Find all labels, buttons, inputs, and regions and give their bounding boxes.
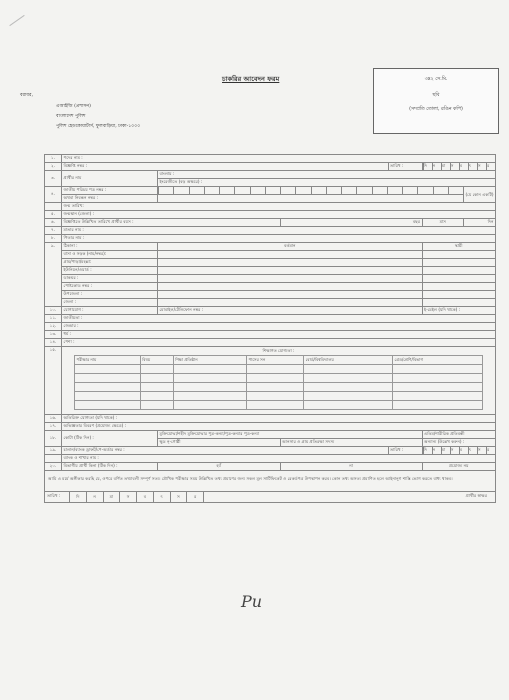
circular-date-boxes[interactable] (422, 163, 495, 171)
permanent-address-input[interactable] (422, 251, 495, 259)
nid-box[interactable] (280, 187, 295, 193)
table-row[interactable] (75, 365, 483, 374)
nid-box[interactable] (433, 187, 448, 193)
nid-box[interactable] (356, 187, 371, 193)
edu-header-subject: বিষয় (140, 356, 173, 365)
photo-note: (সম্প্রতি তোলা, রঙিন কপি) (409, 107, 463, 112)
addressee-line-4: পুলিশ হেডকোয়ার্টার্স, ফুলবাড়িয়া, ঢাকা-১০০০ (56, 124, 141, 129)
phone-field[interactable]: মোবাইল/টেলিফোন নম্বর : (158, 307, 423, 315)
present-address-input[interactable] (158, 259, 423, 267)
name-bangla-field[interactable]: বাংলায় : (158, 171, 496, 179)
quota-ansar[interactable]: আনসার ও গ্রাম প্রতিরক্ষা সদস্য (280, 439, 422, 447)
row-number: ৯. (45, 243, 62, 307)
row-number: ১. (45, 155, 62, 163)
address-field-label: গ্রাম/পাড়া/মহল্লা: (62, 259, 158, 267)
edu-header-board: বোর্ড/বিশ্ববিদ্যালয় (304, 356, 393, 365)
nid-box[interactable] (311, 187, 326, 193)
date-box[interactable]: ৎ (468, 163, 477, 169)
footer-date-boxes[interactable] (69, 492, 204, 502)
father-name-field[interactable]: পিতার নাম : (62, 235, 496, 243)
date-box[interactable]: স (170, 492, 187, 502)
departmental-na[interactable]: প্রযোজ্য নয় (422, 463, 495, 471)
date-box[interactable]: স (450, 163, 459, 169)
present-address-input[interactable] (158, 283, 423, 291)
row-number: ৪. (45, 187, 62, 203)
departmental-yes[interactable]: হ্যাঁ (158, 463, 281, 471)
footer-date-label: তারিখ : (47, 493, 61, 498)
row-number: ১৫. (45, 347, 62, 415)
address-label: ঠিকানা : (62, 243, 158, 251)
photo-box (373, 68, 499, 134)
education-table (74, 355, 483, 410)
nid-box[interactable] (204, 187, 219, 193)
edu-header-year: পাসের সন (246, 356, 303, 365)
nid-box[interactable] (158, 187, 173, 193)
date-box[interactable]: ন (432, 163, 441, 169)
departmental-label: বিভাগীয় প্রার্থী কিনা (টিক দিন) : (62, 463, 158, 471)
date-box[interactable]: ৎ (153, 492, 170, 502)
date-box[interactable]: মা (441, 447, 450, 453)
dob-field[interactable]: জন্ম তারিখ: (62, 203, 496, 211)
address-field-label: পোষ্টকোড নম্বর : (62, 283, 158, 291)
row-number: ৬. (45, 219, 62, 227)
nid-box[interactable] (265, 187, 280, 193)
date-box[interactable]: ন (86, 492, 103, 502)
nid-box[interactable] (219, 187, 234, 193)
date-box[interactable]: ন (432, 447, 441, 453)
nationality-field[interactable]: জাতীয়তা : (62, 315, 496, 323)
row-number: ১১. (45, 315, 62, 323)
row-number: ১০. (45, 307, 62, 315)
row-number: ২. (45, 163, 62, 171)
nid-box[interactable] (402, 187, 417, 193)
date-box[interactable]: র (486, 447, 495, 453)
education-section (62, 347, 496, 415)
photo-size: ৩x২ সে.মি. (424, 77, 448, 82)
age-years[interactable]: বছর (280, 219, 422, 227)
quota-freedom-fighter[interactable]: মুক্তিযোদ্ধা/শহীদ মুক্তিযোদ্ধার পুত্র-কন্যা/পুত্র-কন্যার পুত্র-কন্যা (158, 431, 423, 439)
signature-label: প্রার্থীর স্বাক্ষর (465, 493, 487, 498)
post-name-field[interactable]: পদের নাম : (62, 155, 496, 163)
row-number: ২০. (45, 463, 62, 471)
date-box[interactable]: স (477, 447, 486, 453)
nid-label: জাতীয় পরিচয় পত্র নম্বর : (62, 187, 158, 195)
nid-box[interactable] (417, 187, 432, 193)
addressee-line-3: বাংলাদেশ পুলিশ (56, 114, 86, 119)
present-address-input[interactable] (158, 299, 423, 307)
date-box[interactable]: দি (423, 163, 432, 169)
nid-box[interactable] (295, 187, 310, 193)
row-number (45, 455, 62, 463)
edu-header-grade: গ্রেড/শ্রেণি/বিভাগ (392, 356, 482, 365)
declaration-text: আমি এ মর্মে অঙ্গীকার করছি যে, ওপরে বর্ণিত তথ্যাবলী সম্পূর্ণ সত্য। মৌখিক পরীক্ষার সময় উল্লিখিত তথ্য প্রমাণের জন্য সকল মূল সার্টিফিকেট ও রেকর্ডপত্র উপস্থাপন করব। কোন তথ্য অসত্য প্রমাণিত হলে আইনানুগ শাস্তি ভোগ করতে বাধ্য থাকব। (45, 471, 496, 492)
address-field-label: উপজেলা : (62, 291, 158, 299)
present-address-input[interactable] (158, 275, 423, 283)
payment-date-boxes[interactable] (422, 447, 495, 455)
nid-box[interactable] (372, 187, 387, 193)
date-box[interactable]: ব (459, 447, 468, 453)
address-field-label: বাসা ও সড়ক (নাম/নম্বর): (62, 251, 158, 259)
edu-header-institution: শিক্ষা প্রতিষ্ঠান (173, 356, 246, 365)
present-address-header: বর্তমান (158, 243, 423, 251)
address-field-label: জেলা : (62, 299, 158, 307)
age-months[interactable]: মাস (422, 219, 463, 227)
table-row[interactable] (75, 383, 483, 392)
name-english-field[interactable]: ইংরেজীতে (বড় অক্ষরে) : (158, 179, 496, 187)
quota-other[interactable]: অন্যান্য (উল্লেখ করুন) : (422, 439, 495, 447)
present-address-input[interactable] (158, 291, 423, 299)
religion-field[interactable]: ধর্ম : (62, 331, 496, 339)
address-field-label: ডাকঘর : (62, 275, 158, 283)
row-number: ৮. (45, 235, 62, 243)
nid-box[interactable] (341, 187, 356, 193)
addressee-line-2: এআইজি (প্রশাসন) (56, 104, 91, 109)
mother-name-field[interactable]: মাতার নাম : (62, 227, 496, 235)
payment-number-field[interactable]: চালান/ব্যাংক ড্রাফট/পে-অর্ডার নম্বর : (62, 447, 389, 455)
contact-label: যোগাযোগ : (62, 307, 158, 315)
birth-district-field[interactable]: জন্মস্থান (জেলা) : (62, 211, 496, 219)
photo-label: ছবি (432, 93, 440, 98)
table-row[interactable] (75, 392, 483, 401)
email-field[interactable]: ই-মেইল (যদি থাকে) : (422, 307, 495, 315)
row-number: ১৩. (45, 331, 62, 339)
nid-box[interactable] (326, 187, 341, 193)
permanent-address-input[interactable] (422, 275, 495, 283)
date-box[interactable]: দি (423, 447, 432, 453)
circular-number-field[interactable]: বিজ্ঞপ্তি নম্বর : (62, 163, 389, 171)
edu-header-exam: পরীক্ষার নাম (75, 356, 141, 365)
row-number: ১৯. (45, 447, 62, 455)
nid-box[interactable] (448, 187, 463, 193)
row-number: ১৭. (45, 423, 62, 431)
row-number: ১২. (45, 323, 62, 331)
present-address-input[interactable] (158, 267, 423, 275)
present-address-input[interactable] (158, 251, 423, 259)
quota-orphan-disabled[interactable]: এতিম/শারীরিক প্রতিবন্ধী (422, 431, 495, 439)
payment-date-label: তারিখ : (388, 447, 422, 455)
table-row[interactable] (75, 401, 483, 410)
date-box[interactable]: ৎ (468, 447, 477, 453)
date-box[interactable]: মা (103, 492, 120, 502)
date-box[interactable]: ব (136, 492, 153, 502)
birth-reg-label: অথবা নিবন্ধন নম্বর : (62, 195, 158, 203)
footer-row (45, 491, 496, 502)
circular-date-label: তারিখ : (388, 163, 422, 171)
address-field-label: ইউনিয়ন/ওয়ার্ড : (62, 267, 158, 275)
age-days[interactable]: দিন (464, 219, 496, 227)
nid-box[interactable] (234, 187, 249, 193)
addressee-line-1: বরাবর, (20, 93, 33, 98)
application-form-table (44, 154, 496, 503)
nid-boxes[interactable] (158, 187, 464, 195)
permanent-address-input[interactable] (422, 283, 495, 291)
row-number (45, 203, 62, 211)
permanent-address-header: স্থায়ী (422, 243, 495, 251)
scan-mark (9, 15, 24, 26)
birth-reg-field[interactable] (158, 195, 464, 203)
experience-field[interactable]: অভিজ্ঞতার বিবরণ (প্রযোজ্য ক্ষেত্রে) : (62, 423, 496, 431)
nid-box[interactable] (387, 187, 402, 193)
date-box[interactable]: মা (441, 163, 450, 169)
row-number: ১৪. (45, 339, 62, 347)
departmental-no[interactable]: না (280, 463, 422, 471)
date-box[interactable]: ব (459, 163, 468, 169)
profession-field[interactable]: পেশা : (62, 339, 496, 347)
permanent-address-input[interactable] (422, 267, 495, 275)
quota-ethnic[interactable]: ক্ষুদ্র নৃ-গোষ্ঠী (158, 439, 281, 447)
date-box[interactable]: দি (69, 492, 86, 502)
nid-box[interactable] (173, 187, 188, 193)
nid-box[interactable] (189, 187, 204, 193)
row-number: ১৬. (45, 415, 62, 423)
row-number: ৭. (45, 227, 62, 235)
date-box[interactable]: র (486, 163, 495, 169)
applicant-name-label: প্রার্থীর নাম (62, 171, 158, 187)
permanent-address-input[interactable] (422, 259, 495, 267)
nid-box[interactable] (250, 187, 265, 193)
nid-note: (যে কোন একটি) (464, 187, 496, 203)
table-row[interactable] (75, 374, 483, 383)
row-number: ৩. (45, 171, 62, 187)
quota-label: কোটা (টিক দিন) : (62, 431, 158, 447)
form-title: চাকরির আবেদন ফরম (222, 75, 280, 83)
extra-qualification-field[interactable]: অতিরিক্ত যোগ্যতা (যদি থাকে) : (62, 415, 496, 423)
date-box[interactable]: র (186, 492, 204, 502)
age-label: বিজ্ঞপ্তিতে উল্লিখিত তারিখে প্রার্থীর বয়স : (62, 219, 281, 227)
permanent-address-input[interactable] (422, 291, 495, 299)
row-number: ৫. (45, 211, 62, 219)
permanent-address-input[interactable] (422, 299, 495, 307)
date-box[interactable]: স (119, 492, 136, 502)
education-title: শিক্ষাগত যোগ্যতা : (262, 348, 295, 353)
row-number: ১৮. (45, 431, 62, 447)
handwritten-initial: Pu (241, 592, 263, 611)
gender-field[interactable]: জেন্ডার : (62, 323, 496, 331)
date-box[interactable]: স (450, 447, 459, 453)
bank-branch-field[interactable]: ব্যাংক ও শাখার নাম : (62, 455, 496, 463)
date-box[interactable]: স (477, 163, 486, 169)
